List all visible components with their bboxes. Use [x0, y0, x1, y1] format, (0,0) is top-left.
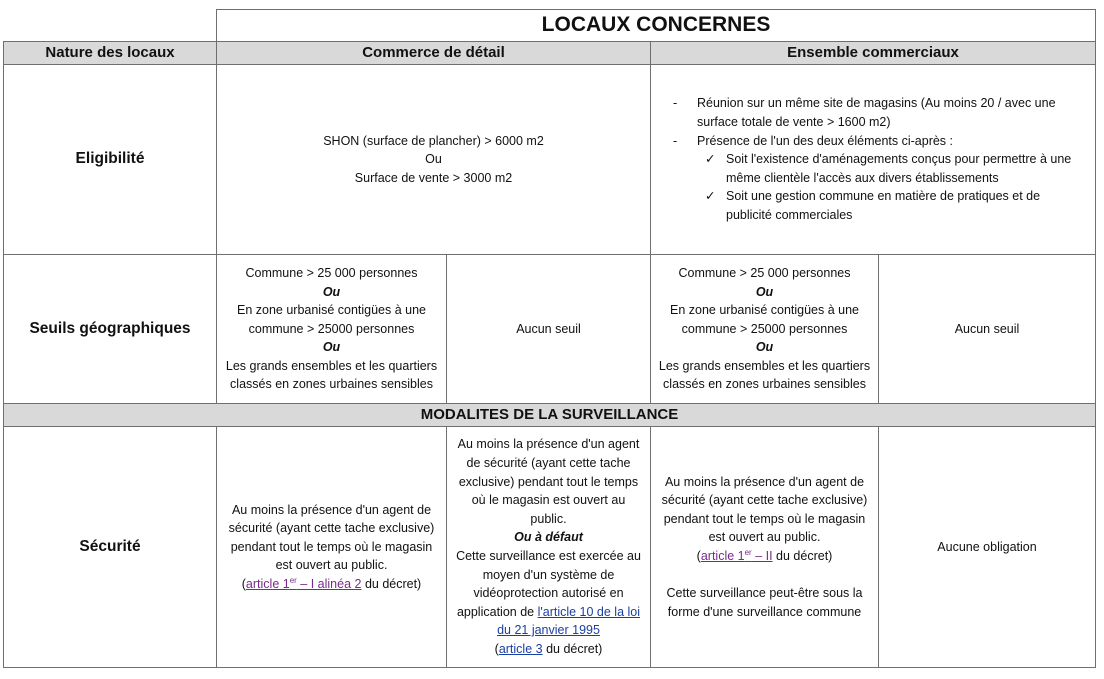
- securite-col2-ou: Ou à défaut: [514, 530, 583, 545]
- ref-close: du décret): [772, 549, 833, 563]
- seuils-commerce-cell: [217, 255, 447, 404]
- table-title: LOCAUX CONCERNES: [217, 10, 1096, 42]
- col2-body: Cette surveillance est exercée au moyen d'un système de vidéoprotection autorisé en application de: [456, 549, 641, 619]
- eligibilite-label: Eligibilité: [4, 65, 217, 255]
- securite-col1-text: Au moins la présence d'un agent de sécurité (ayant cette tache exclusive) pendant tout le temps où le magasin est ouvert au public.: [228, 502, 435, 573]
- securite-col3-ref: [657, 547, 872, 566]
- securite-col3-text2: Cette surveillance peut-être sous la forme d'une surveillance commune: [666, 586, 863, 619]
- securite-col-1: [217, 427, 447, 668]
- empty-corner-cell: [4, 10, 217, 42]
- link-text: – I alinéa 2: [296, 576, 362, 591]
- eligibilite-row: [4, 65, 1096, 255]
- seuils-commerce-aucun: Aucun seuil: [447, 255, 651, 404]
- article-1-ii-link[interactable]: [701, 549, 773, 563]
- loi-21-janvier-1995-link[interactable]: l'article 10 de la loi du 21 janvier 1995: [497, 604, 641, 638]
- seuils-ensemble-cell: [651, 255, 879, 404]
- list-item: [659, 94, 1089, 131]
- seuils-line-3: Les grands ensembles et les quartiers classés en zones urbaines sensibles: [658, 358, 871, 392]
- eligibilite-sub-item-2: Soit une gestion commune en matière de pratiques et de publicité commerciales: [726, 189, 1041, 222]
- title-row: [4, 10, 1096, 42]
- eligibilite-commerce-line-2: Ou: [425, 152, 442, 167]
- link-text: article 1: [245, 576, 290, 591]
- eligibilite-commerce-line-3: Surface de vente > 3000 m2: [354, 170, 513, 185]
- securite-col2-ref: [453, 640, 644, 659]
- eligibilite-ensemble-cell: [651, 65, 1096, 255]
- ref-close: du décret): [361, 576, 422, 591]
- seuils-line-2: En zone urbanisé contigües à une commune > 25000 personnes: [669, 303, 860, 336]
- ref-open: (: [494, 641, 499, 656]
- securite-col2-text: Au moins la présence d'un agent de sécurité (ayant cette tache exclusive) pendant tout le temps où le magasin est ouvert au public.: [457, 437, 640, 526]
- securite-col2-text2: [453, 547, 644, 640]
- securite-col-3: [651, 427, 879, 668]
- securite-col3-text: Au moins la présence d'un agent de sécurité (ayant cette tache exclusive) pendant tout le temps où le magasin est ouvert au public.: [661, 474, 868, 545]
- modalites-row: [4, 404, 1096, 427]
- superscript: er: [744, 547, 752, 557]
- list-item: [697, 187, 1089, 224]
- link-text: – II: [751, 549, 773, 563]
- header-nature: Nature des locaux: [4, 42, 217, 65]
- eligibilite-sub-item-1: Soit l'existence d'aménagements conçus pour permettre à une même clientèle l'accès aux divers établissements: [726, 152, 1072, 185]
- list-item: [697, 150, 1089, 187]
- seuils-ou-1: Ou: [322, 284, 341, 299]
- seuils-row: [4, 255, 1096, 404]
- link-text: article 1: [700, 549, 745, 563]
- spacer: [657, 566, 872, 585]
- eligibilite-ensemble-item-1: Réunion sur un même site de magasins (Au moins 20 / avec une surface totale de vente > 1600 m2): [697, 96, 1056, 130]
- check-icon: ✓: [705, 152, 716, 167]
- eligibilite-commerce-cell: [217, 65, 651, 255]
- eligibilite-sub-list: [697, 150, 1089, 224]
- seuils-ou-2: Ou: [755, 340, 774, 355]
- securite-col1-ref: [223, 575, 440, 594]
- superscript: er: [289, 575, 297, 585]
- ref-open: (: [241, 576, 246, 591]
- header-commerce: Commerce de détail: [217, 42, 651, 65]
- seuils-line-3: Les grands ensembles et les quartiers classés en zones urbaines sensibles: [225, 358, 438, 392]
- securite-col-4: Aucune obligation: [879, 427, 1096, 668]
- article-1-i-alinea-2-link[interactable]: [246, 577, 362, 591]
- check-icon: ✓: [705, 189, 716, 204]
- modalites-header: MODALITES DE LA SURVEILLANCE: [4, 404, 1096, 427]
- list-item: [659, 132, 1089, 225]
- header-ensemble: Ensemble commerciaux: [651, 42, 1096, 65]
- seuils-label: Seuils géographiques: [4, 255, 217, 404]
- dash-bullet-icon: -: [673, 133, 678, 148]
- ref-open: (: [696, 549, 701, 563]
- dash-bullet-icon: -: [673, 96, 678, 111]
- eligibilite-ensemble-item-2: Présence de l'un des deux éléments ci-après :: [697, 133, 953, 148]
- securite-label: Sécurité: [4, 427, 217, 668]
- securite-col-2: [447, 427, 651, 668]
- eligibilite-ensemble-list: [659, 94, 1089, 224]
- ref-close: du décret): [542, 641, 603, 656]
- seuils-line-2: En zone urbanisé contigües à une commune > 25000 personnes: [236, 303, 427, 336]
- header-row: [4, 42, 1096, 65]
- seuils-ou-2: Ou: [322, 340, 341, 355]
- eligibilite-commerce-line-1: SHON (surface de plancher) > 6000 m2: [323, 133, 544, 148]
- seuils-ou-1: Ou: [755, 284, 774, 299]
- locaux-table: [3, 9, 1096, 668]
- securite-row: [4, 427, 1096, 668]
- seuils-line-1: Commune > 25 000 personnes: [678, 265, 851, 280]
- seuils-ensemble-aucun: Aucun seuil: [879, 255, 1096, 404]
- article-3-link[interactable]: article 3: [498, 641, 543, 656]
- seuils-line-1: Commune > 25 000 personnes: [245, 265, 418, 280]
